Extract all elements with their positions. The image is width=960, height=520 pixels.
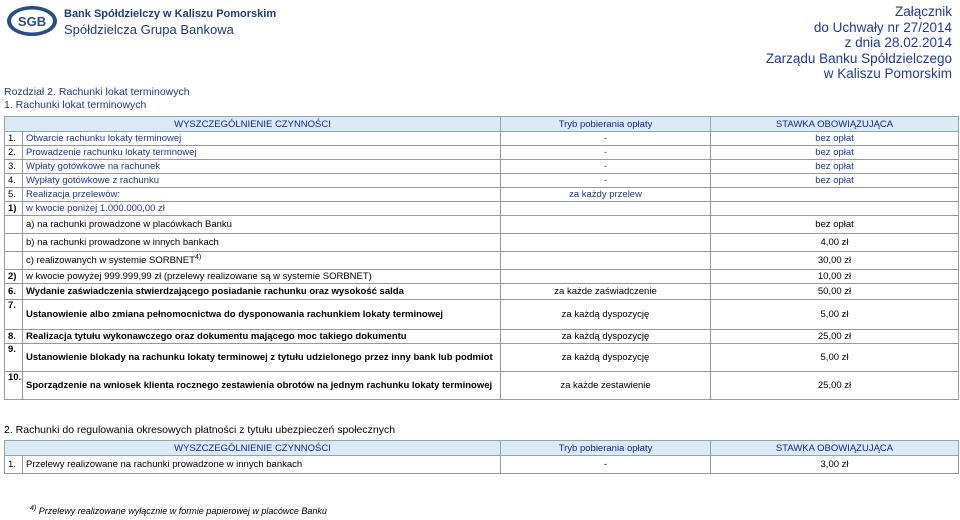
row-mode: za każdą dyspozycję [501, 344, 711, 372]
row-rate [711, 188, 959, 202]
row-mode: - [501, 132, 711, 146]
row-text: Ustanowienie albo zmiana pełnomocnictwa do dysponowania rachunkiem lokaty terminowej [23, 300, 501, 330]
row-number: 8. [5, 330, 23, 344]
footnote-text: Przelewy realizowane wyłącznie w formie papierowej w placówce Banku [38, 506, 327, 516]
logo-group-name: Spółdzielcza Grupa Bankowa [64, 22, 234, 37]
row-rate: bez opłat [711, 160, 959, 174]
row-text: a) na rachunki prowadzone w placówkach Banku [23, 216, 501, 234]
header-rate: STAWKA OBOWIĄZUJĄCA [711, 441, 959, 456]
logo-bank-name: Bank Spółdzielczy w Kaliszu Pomorskim [64, 8, 277, 20]
row-number: 2) [5, 270, 23, 284]
row-rate [711, 202, 959, 216]
board-name: Zarządu Banku Spółdzielczego [765, 50, 952, 66]
row-number: 6. [5, 284, 23, 300]
row-rate: 3,00 zł [711, 456, 959, 474]
table-row [5, 372, 959, 400]
row-mode: - [501, 456, 711, 474]
row-rate: bez opłat [711, 174, 959, 188]
row-rate: 30,00 zł [711, 252, 959, 270]
row-text: w kwocie powyżej 999.999,99 zł (przelewy realizowane są w systemie SORBNET) [23, 270, 501, 284]
row-text: Sporządzenie na wniosek klienta rocznego zestawienia obrotów na jednym rachunku lokaty terminowej [23, 372, 501, 400]
row-number: 2. [5, 146, 23, 160]
row-rate: bez opłat [711, 216, 959, 234]
row-number [5, 216, 23, 234]
fee-table-insurance [4, 440, 959, 474]
table-row [5, 344, 959, 372]
table-row [5, 146, 959, 160]
table-row [5, 330, 959, 344]
row-mode: za każde zaświadczenie [501, 284, 711, 300]
table-row [5, 174, 959, 188]
board-location: w Kaliszu Pomorskim [823, 66, 952, 81]
row-mode [501, 216, 711, 234]
row-mode: - [501, 160, 711, 174]
row-text: Otwarcie rachunku lokaty terminowej [23, 132, 501, 146]
header-spec: WYSZCZEGÓLNIENIE CZYNNOŚCI [5, 117, 501, 132]
row-text: b) na rachunki prowadzone w innych bankach [23, 234, 501, 252]
table-header-row [5, 117, 959, 132]
row-rate: 50,00 zł [711, 284, 959, 300]
table-row [5, 188, 959, 202]
row-text: Prowadzenie rachunku lokaty termnowej [23, 146, 501, 160]
row-number [5, 252, 23, 270]
row-mode: za każdy przelew [501, 188, 711, 202]
header-mode: Tryb pobierania opłaty [501, 117, 711, 132]
header-mode: Tryb pobierania opłaty [501, 441, 711, 456]
logo-mark-text: SGB [17, 14, 47, 29]
row-rate: bez opłat [711, 132, 959, 146]
table-row [5, 202, 959, 216]
row-number: 5. [5, 188, 23, 202]
row-mode: - [501, 174, 711, 188]
header-spec: WYSZCZEGÓLNIENIE CZYNNOŚCI [5, 441, 501, 456]
table-row [5, 270, 959, 284]
row-number: 1) [5, 202, 23, 216]
chapter-title: Rozdział 2. Rachunki lokat terminowych [4, 86, 190, 98]
table-row [5, 252, 959, 270]
attachment-label: Załącznik [894, 4, 952, 19]
footnote [30, 505, 327, 516]
table-row [5, 284, 959, 300]
row-rate: bez opłat [711, 146, 959, 160]
row-text: Przelewy realizowane na rachunki prowadzone w innych bankach [23, 456, 501, 474]
row-number: 7. [5, 300, 23, 330]
row-number: 3. [5, 160, 23, 174]
attachment-header [766, 4, 952, 82]
row-mode [501, 234, 711, 252]
row-mode [501, 202, 711, 216]
row-number: 10. [5, 372, 23, 400]
table-row [5, 216, 959, 234]
resolution-number: do Uchwały nr 27/2014 [813, 19, 952, 35]
row-text: Wydanie zaświadczenia stwierdzającego posiadanie rachunku oraz wysokość salda [23, 284, 501, 300]
row-mode: za każdą dyspozycję [501, 330, 711, 344]
row-mode: za każdą dyspozycję [501, 300, 711, 330]
table-row [5, 160, 959, 174]
sgb-logo-icon [6, 5, 58, 37]
fee-table-deposits [4, 116, 959, 400]
table-row [5, 132, 959, 146]
row-text: Realizacja tytułu wykonawczego oraz dokumentu mającego moc takiego dokumentu [23, 330, 501, 344]
row-rate: 4,00 zł [711, 234, 959, 252]
row-rate: 25,00 zł [711, 330, 959, 344]
row-text: Realizacja przelewów: [23, 188, 501, 202]
table-header-row [5, 441, 959, 456]
footnote-ref: 4) [194, 254, 202, 262]
row-text: w kwocie poniżej 1.000.000,00 zł [23, 202, 501, 216]
section-2-title: 2. Rachunki do regulowania okresowych płatności z tytułu ubezpieczeń społecznych [4, 424, 396, 436]
row-rate: 10,00 zł [711, 270, 959, 284]
row-rate: 25,00 zł [711, 372, 959, 400]
row-mode [501, 270, 711, 284]
row-number [5, 234, 23, 252]
row-text: c) realizowanych w systemie SORBNET [26, 255, 195, 267]
bank-logo [6, 5, 277, 43]
row-number: 9. [5, 344, 23, 372]
row-mode [501, 252, 711, 270]
row-number: 1. [5, 132, 23, 146]
row-text: Wpłaty gotówkowe na rachunek [23, 160, 501, 174]
footnote-marker: 4) [30, 505, 37, 512]
row-rate: 5,00 zł [711, 300, 959, 330]
row-rate: 5,00 zł [711, 344, 959, 372]
chapter-heading [4, 86, 190, 112]
resolution-date: z dnia 28.02.2014 [844, 35, 952, 50]
header-rate: STAWKA OBOWIĄZUJĄCA [711, 117, 959, 132]
table-row [5, 234, 959, 252]
table-row [5, 300, 959, 330]
row-number: 1. [5, 456, 23, 474]
row-mode: za każde zestawienie [501, 372, 711, 400]
row-number: 4. [5, 174, 23, 188]
table-row [5, 456, 959, 474]
row-text: Ustanowienie blokady na rachunku lokaty terminowej z tytułu udzielonego przez inny bank lub podmiot [23, 344, 501, 372]
row-mode: - [501, 146, 711, 160]
row-text: Wypłaty gotówkowe z rachunku [23, 174, 501, 188]
chapter-subtitle: 1. Rachunki lokat terminowych [4, 99, 147, 111]
